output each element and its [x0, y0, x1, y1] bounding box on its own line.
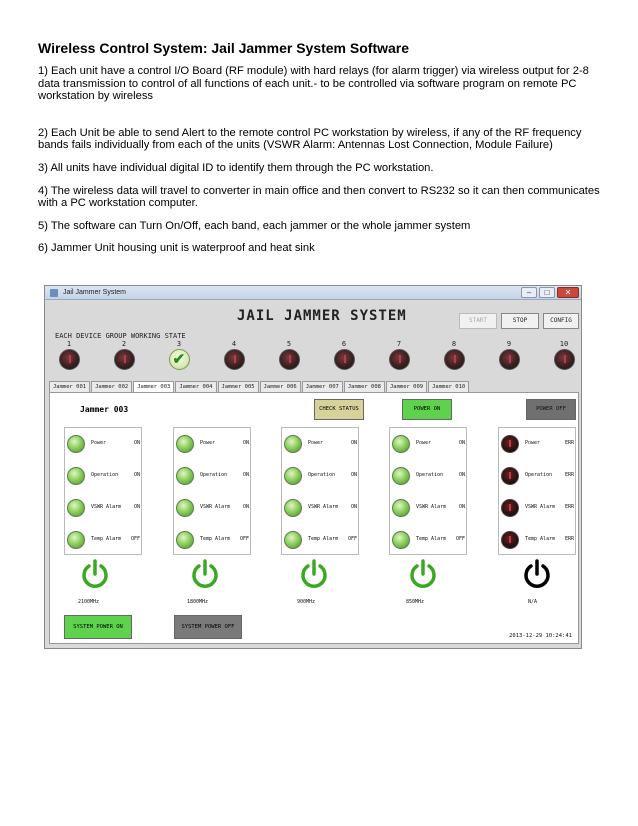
check-status-button[interactable]: CHECK STATUS — [314, 399, 364, 420]
unit-name: Jammer 003 — [80, 405, 129, 414]
status-value: OFF — [130, 536, 140, 542]
status-row — [390, 434, 468, 454]
group-indicator-7[interactable] — [387, 340, 411, 370]
status-label: VSWR Alarm — [416, 504, 447, 510]
power-toggle-icon[interactable] — [299, 559, 329, 589]
document-title: Wireless Control System: Jail Jammer System Software — [38, 40, 410, 56]
status-value: ON — [133, 472, 140, 478]
status-label: Power — [416, 440, 432, 446]
status-dot-icon — [554, 349, 575, 370]
status-row — [499, 498, 577, 518]
status-row — [65, 434, 143, 454]
led-icon — [392, 435, 410, 453]
tab-jammer-006[interactable]: Jammer 006 — [260, 381, 301, 392]
led-icon — [176, 435, 194, 453]
system-power-off-button[interactable]: SYSTEM POWER OFF — [174, 615, 242, 639]
status-row — [65, 498, 143, 518]
status-dot-icon — [224, 349, 245, 370]
group-indicator-1[interactable] — [57, 340, 81, 370]
group-indicator-2[interactable] — [112, 340, 136, 370]
tab-jammer-010[interactable]: Jammer 010 — [428, 381, 469, 392]
status-label: Operation — [91, 472, 119, 478]
paragraph-3: 3) All units have individual digital ID to identify them through the PC workstation. — [38, 161, 434, 174]
group-number: 8 — [451, 340, 457, 348]
status-dot-icon — [114, 349, 135, 370]
status-value: OFF — [347, 536, 357, 542]
status-dot-icon — [279, 349, 300, 370]
status-value: ERR — [564, 472, 574, 478]
error-led-icon — [501, 435, 519, 453]
status-value: ON — [350, 504, 357, 510]
status-value: ERR — [564, 504, 574, 510]
tab-jammer-007[interactable]: Jammer 007 — [302, 381, 343, 392]
led-icon — [284, 531, 302, 549]
led-icon — [67, 467, 85, 485]
led-icon — [67, 531, 85, 549]
group-number: 6 — [341, 340, 347, 348]
status-label: Temp Alarm — [200, 536, 231, 542]
status-label: VSWR Alarm — [200, 504, 231, 510]
status-label: Power — [525, 440, 541, 446]
jammer-panel — [49, 392, 579, 644]
status-label: Operation — [525, 472, 553, 478]
start-button[interactable]: START — [459, 313, 497, 329]
checkmark-icon: ✔ — [172, 351, 186, 368]
status-row — [282, 498, 360, 518]
tab-jammer-008[interactable]: Jammer 008 — [344, 381, 385, 392]
group-number: 5 — [286, 340, 292, 348]
status-row — [499, 530, 577, 550]
status-value: OFF — [455, 536, 465, 542]
status-row — [390, 466, 468, 486]
group-state-label: EACH DEVICE GROUP WORKING STATE — [55, 332, 186, 340]
status-label: Temp Alarm — [308, 536, 339, 542]
status-row — [390, 530, 468, 550]
status-label: VSWR Alarm — [308, 504, 339, 510]
device-module-3 — [281, 427, 359, 555]
status-label: Temp Alarm — [416, 536, 447, 542]
timestamp: 2013-12-29 10:24:41 — [509, 633, 572, 639]
system-power-on-button[interactable]: SYSTEM POWER ON — [64, 615, 132, 639]
led-icon — [392, 499, 410, 517]
status-value: ON — [133, 440, 140, 446]
frequency-label: 2100MHz — [78, 599, 100, 605]
status-row — [282, 434, 360, 454]
led-icon — [284, 499, 302, 517]
paragraph-2: 2) Each Unit be able to send Alert to the remote control PC workstation by wireless, if any of the RF frequency bands fails individually from each of the units (VSWR Alarm: Antennas Lost Connection, Module Failure) — [38, 126, 582, 152]
group-indicator-4[interactable] — [222, 340, 246, 370]
status-row — [65, 530, 143, 550]
status-row — [65, 466, 143, 486]
device-module-5 — [498, 427, 576, 555]
status-label: VSWR Alarm — [525, 504, 556, 510]
led-icon — [284, 467, 302, 485]
power-toggle-icon[interactable] — [408, 559, 438, 589]
document-body — [38, 40, 600, 255]
group-indicator-6[interactable] — [332, 340, 356, 370]
status-dot-icon — [444, 349, 465, 370]
frequency-label: 900MHz — [297, 599, 316, 605]
status-value: OFF — [239, 536, 249, 542]
status-row — [499, 466, 577, 486]
status-value: ON — [458, 440, 465, 446]
group-indicator-3[interactable] — [167, 340, 191, 370]
led-icon — [67, 499, 85, 517]
power-on-button[interactable]: POWER ON — [402, 399, 452, 420]
stop-button[interactable]: STOP — [501, 313, 539, 329]
app-title: JAIL JAMMER SYSTEM — [237, 308, 407, 324]
status-dot-icon — [334, 349, 355, 370]
error-led-icon — [501, 499, 519, 517]
led-icon — [392, 531, 410, 549]
status-value: ON — [350, 440, 357, 446]
frequency-label: 1800MHz — [187, 599, 209, 605]
maximize-icon[interactable]: □ — [539, 287, 555, 298]
group-number: 3 — [176, 340, 182, 348]
status-row — [174, 434, 252, 454]
power-toggle-icon[interactable] — [80, 559, 110, 589]
jammer-tabs — [45, 381, 470, 392]
status-row — [390, 498, 468, 518]
tab-jammer-002[interactable]: Jammer 002 — [91, 381, 132, 392]
led-icon — [284, 435, 302, 453]
group-number: 7 — [396, 340, 402, 348]
status-value: ON — [458, 504, 465, 510]
status-value: ON — [242, 504, 249, 510]
paragraph-5: 5) The software can Turn On/Off, each band, each jammer or the whole jammer system — [38, 219, 471, 232]
status-value: ON — [458, 472, 465, 478]
status-row — [174, 530, 252, 550]
status-dot-icon — [499, 349, 520, 370]
tab-jammer-001[interactable]: Jammer 001 — [49, 381, 90, 392]
status-label: Power — [200, 440, 216, 446]
window-titlebar — [45, 286, 581, 300]
status-dot-icon — [59, 349, 80, 370]
app-icon — [50, 289, 58, 297]
error-led-icon — [501, 531, 519, 549]
led-icon — [392, 467, 410, 485]
window-title: Jail Jammer System — [63, 289, 127, 296]
status-value: ON — [350, 472, 357, 478]
group-indicator-8[interactable] — [442, 340, 466, 370]
status-label: Temp Alarm — [91, 536, 122, 542]
software-screenshot — [44, 285, 582, 649]
device-module-4 — [389, 427, 467, 555]
power-off-button[interactable]: POWER OFF — [526, 399, 576, 420]
led-icon — [67, 435, 85, 453]
status-label: Power — [91, 440, 107, 446]
status-label: Operation — [416, 472, 444, 478]
paragraph-1: 1) Each unit have a control I/O Board (RF module) with hard relays (for alarm trigger) via wireless output for 2-8 data transmission to control of all functions of each unit.- to be controlled via software program on remote PC workstation by wireless — [38, 65, 589, 103]
status-label: Operation — [200, 472, 228, 478]
status-row — [499, 434, 577, 454]
group-number: 10 — [559, 340, 569, 348]
status-row — [174, 466, 252, 486]
tab-jammer-009[interactable]: Jammer 009 — [386, 381, 427, 392]
group-number: 2 — [121, 340, 127, 348]
status-label: Temp Alarm — [525, 536, 556, 542]
status-row — [282, 530, 360, 550]
minimize-icon[interactable]: – — [521, 287, 537, 298]
group-number: 4 — [231, 340, 237, 348]
group-indicator-10[interactable] — [552, 340, 576, 370]
status-value: ON — [242, 440, 249, 446]
status-row — [282, 466, 360, 486]
status-label: VSWR Alarm — [91, 504, 122, 510]
power-toggle-icon[interactable] — [522, 559, 552, 589]
status-row — [174, 498, 252, 518]
close-icon[interactable]: ✕ — [557, 287, 579, 298]
status-label: Power — [308, 440, 324, 446]
tab-jammer-005[interactable]: Jammer 005 — [218, 381, 259, 392]
status-ok-icon — [169, 349, 190, 370]
device-group-indicators — [57, 340, 577, 374]
group-number: 9 — [506, 340, 512, 348]
frequency-label: 850MHz — [406, 599, 425, 605]
tab-jammer-003[interactable]: Jammer 003 — [133, 381, 174, 393]
status-value: ON — [133, 504, 140, 510]
status-label: Operation — [308, 472, 336, 478]
led-icon — [176, 499, 194, 517]
paragraph-6: 6) Jammer Unit housing unit is waterproof and heat sink — [38, 242, 315, 255]
power-toggle-icon[interactable] — [190, 559, 220, 589]
status-value: ERR — [564, 536, 574, 542]
group-number: 1 — [66, 340, 72, 348]
frequency-label: N/A — [528, 599, 538, 605]
device-module-2 — [173, 427, 251, 555]
paragraph-4: 4) The wireless data will travel to converter in main office and then convert to RS232 so it can then communicates with a PC workstation computer. — [38, 184, 600, 210]
config-button[interactable]: CONFIG — [543, 313, 579, 329]
device-module-1 — [64, 427, 142, 555]
led-icon — [176, 531, 194, 549]
led-icon — [176, 467, 194, 485]
tab-jammer-004[interactable]: Jammer 004 — [175, 381, 216, 392]
status-value: ON — [242, 472, 249, 478]
group-indicator-9[interactable] — [497, 340, 521, 370]
error-led-icon — [501, 467, 519, 485]
status-value: ERR — [564, 440, 574, 446]
group-indicator-5[interactable] — [277, 340, 301, 370]
status-dot-icon — [389, 349, 410, 370]
window-controls — [521, 287, 579, 298]
